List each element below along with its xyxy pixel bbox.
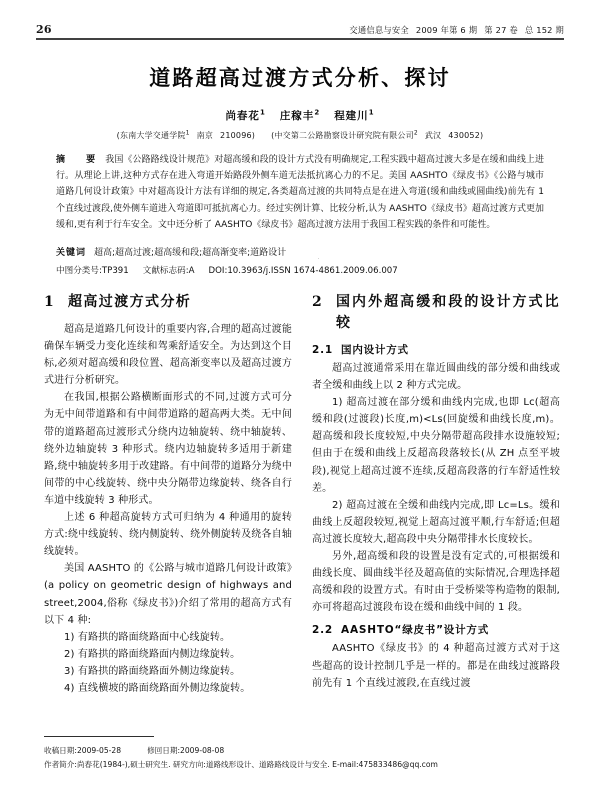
subsection-title-2-1: 国内设计方式 [341,344,409,356]
abstract-paragraph [56,152,544,233]
keywords-block [56,246,544,261]
author-list [0,108,600,123]
doc-code-segment: 文献标志码:A [142,266,195,276]
paragraph: AASHTO《绿皮书》的 4 种超高过渡方式对于这些超高的设计控制几乎是一样的。都是在曲线过渡路段前先有 1 个直线过渡段,在直线过渡 [312,643,560,689]
paragraph: 在我国,根据公路横断面形式的不同,过渡方式可分为无中间带道路和有中间带道路的超高两大类。无中间带的道路超高过渡形式分绕内边轴旋转、绕中轴旋转、绕外边轴旋转 3 种形式。绕内边轴旋转多适用于新建路,绕中轴旋转多用于改建路。有中间带的道路分为绕中间带的中心线旋转、绕中央分隔带边缘旋转、绕各自行车道中线旋转 3 种形式。 [44,392,292,506]
author-2: 庄稼丰$^2$ [279,108,321,122]
scan-speckle [262,531,263,532]
clc-segment: 中图分类号:TP391 [56,266,129,276]
subsection-number-2-1: 2.1 [312,344,334,356]
paragraph: 另外,超高缓和段的设置是没有定式的,可根据缓和曲线长度、圆曲线半径及超高值的实际情况,合理选择超高缓和段的设置方式。有时由于受桥梁等构造物的限制,亦可将超高过渡段布设在缓和曲线中间的 1 段。 [312,551,560,614]
section-heading-2 [312,292,560,334]
page-number: 26 [36,23,52,36]
doi-segment: DOI:10.3963/j.ISSN 1674-4861.2009.06.007 [208,266,398,276]
abstract-label: 摘 要 [56,155,102,165]
journal-name: 交通信息与安全 [349,25,409,35]
keywords-text: 超高;超高过渡;超高缓和段;超高渐变率;道路设计 [94,248,287,258]
journal-issue: 2009 年第 6 期 [415,25,478,35]
body-column-right [312,292,560,692]
author-1: 尚春花$^1$ [225,108,266,122]
paragraph: 美国 AASHTO 的《公路与城市道路几何设计政策》(a policy on geometric design of highways and street,2004,俗称《绿皮书》)介绍了常用的超高方式有以下 4 种: [44,563,292,626]
paragraph: 1) 超高过渡在部分缓和曲线内完成,也即 Lc(超高缓和段(过渡段)长度,m)<Ls(回旋缓和曲线长度,m)。超高缓和段长度较短,中央分隔带超高段排水设施较短;但由于在缓和曲线上反超高段落较长(从 ZH 点至平坡段),视觉上超高过渡不连续,反超高段落的行车舒适性较差。 [312,397,560,494]
running-head [36,20,564,36]
section-title-1: 超高过渡方式分析 [68,294,192,310]
journal-info [349,24,564,36]
journal-volume: 第 27 卷 [484,25,518,35]
paragraph: 2) 超高过渡在全缓和曲线内完成,即 Lc=Ls。缓和曲线上反超段较短,视觉上超高过渡平顺,行车舒适;但超高过渡长度较大,超高段中央分隔带排水长度较长。 [312,499,560,545]
scan-speckle [470,505,471,506]
author-3: 程建川$^1$ [334,108,375,122]
subsection-number-2-2: 2.2 [312,624,334,637]
paragraph: 超高是道路几何设计的重要内容,合理的超高过渡能确保车辆受力变化连续和驾乘舒适安全。为达到这个目标,必须对超高缓和段位置、超高渐变率以及超高过渡方式进行分析研究。 [44,324,292,387]
bio-text: 尚春花(1984-),硕士研究生. 研究方向:道路线形设计、道路路线设计与安全. E-mail:475833486@qq.com [76,759,438,769]
scan-speckle [318,258,319,259]
subsection-heading-2-2 [312,622,560,639]
footnote-rule [44,736,154,737]
section-title-2: 国内外超高缓和段的设计方式比较 [336,294,560,331]
paragraph: 上述 6 种超高旋转方式可归纳为 4 种通用的旋转方式:绕中线旋转、绕内侧旋转、绕外侧旋转及绕各自轴线旋转。 [44,512,292,558]
abstract-block [56,152,544,233]
revised-date: 修回日期:2009-08-08 [147,746,225,755]
body-column-left [44,292,292,697]
page-title: 道路超高过渡方式分析、探讨 [149,65,451,90]
bio-label: 作者简介 [44,759,75,769]
subsection-heading-2-1 [312,342,560,359]
footnote-bio: 作者简介:尚春花(1984-),硕士研究生. 研究方向:道路线形设计、道路路线设计与安全. E-mail:475833486@qq.com [44,759,438,769]
abstract-text: 我国《公路路线设计规范》对超高缓和段的设计方式没有明确规定,工程实践中超高过渡大多是在缓和曲线上进行。从理论上讲,这种方式存在进入弯道开始路段外侧车道无法抵抗离心力的不足。美国 AASHTO《绿皮书》《公路与城市道路几何设计政策》中对超高设计方法有详细的规定,各类超高过渡的共同特点是在进入弯道(缓和曲线或圆曲线)前先有 1 个直线过渡段,使外侧车道进入弯道即可抵抗离心力。经过实例计算、比较分析,认为 AASHTO《绿皮书》超高过渡方式更加缓和,更有利于行车安全。文中还分析了 AASHTO《绿皮书》超高过渡方法用于我国工程实践的条件和可能性。 [56,155,544,230]
affiliation-list [0,129,600,141]
classification-block [56,264,544,279]
received-date: 收稿日期:2009-05-28 [44,746,122,755]
list-item: 4) 直线横坡的路面绕路面外侧边缘旋转。 [64,682,251,694]
section-heading-1 [44,292,292,313]
list-item: 3) 有路拱的路面绕路面外侧边缘旋转。 [64,665,241,677]
subsection-title-2-2: AASHTO“绿皮书”设计方式 [341,624,490,637]
journal-serial: 总 152 期 [524,25,564,35]
affiliation-2: (中交第二公路勘察设计研究院有限公司$^2$ 武汉 430052) [271,129,484,140]
list-item: 1) 有路拱的路面绕路面中心线旋转。 [64,631,231,643]
keywords-label: 关键词 [56,248,87,258]
list-item: 2) 有路拱的路面绕路面内侧边缘旋转。 [64,648,241,660]
affiliation-1: (东南大学交通学院$^1$ 南京 210096) [116,129,256,140]
header-rule [36,38,564,40]
section-number-1: 1 [44,294,56,310]
section-number-2: 2 [312,294,324,310]
footnote-block [44,744,554,771]
footnote-dates [44,744,554,758]
paragraph: 超高过渡通常采用在靠近圆曲线的部分缓和曲线或者全缓和曲线上以 2 种方式完成。 [312,363,560,392]
